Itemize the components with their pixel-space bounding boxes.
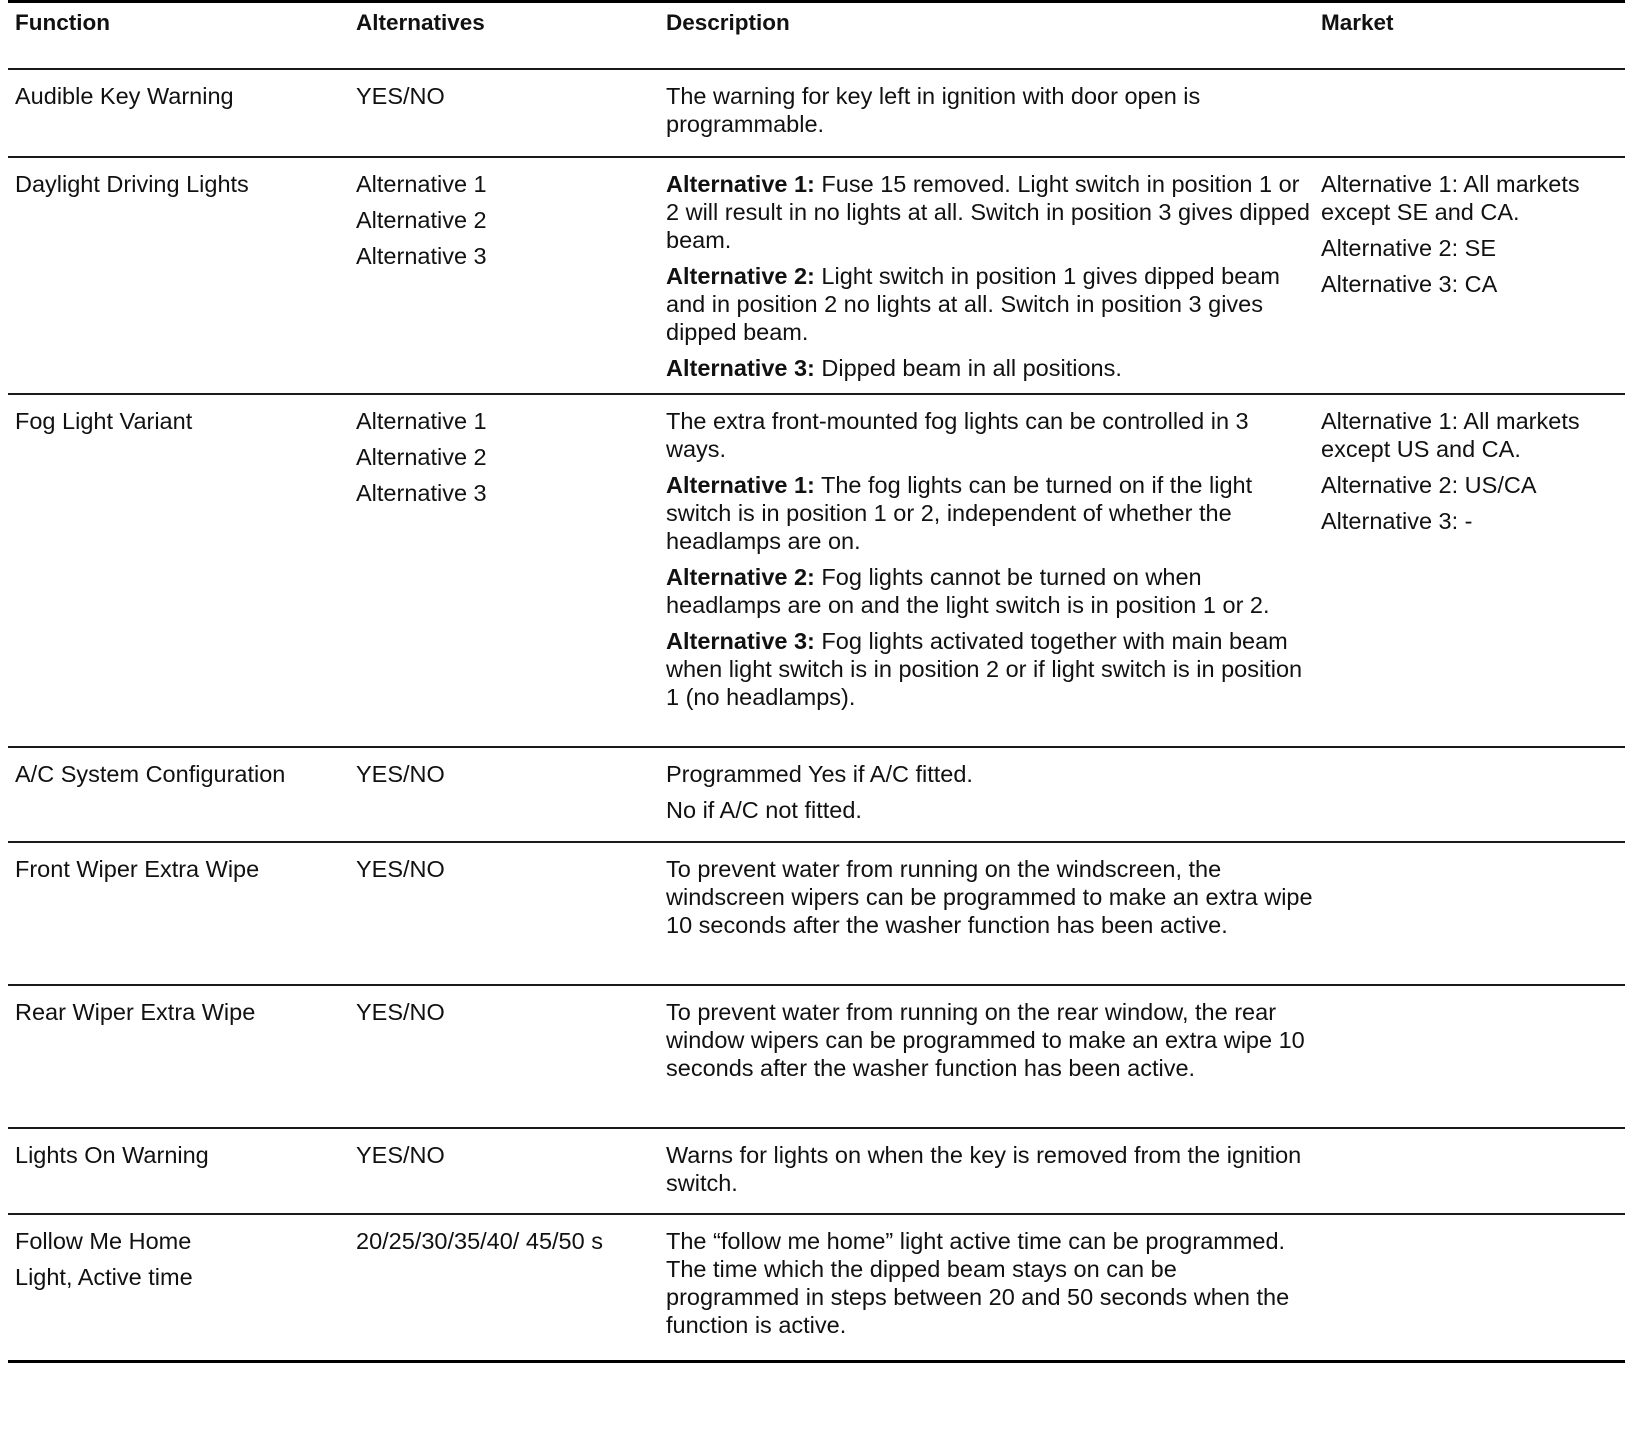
market-value: Alternative 3: CA <box>1321 271 1498 297</box>
description-paragraph <box>666 1141 1313 1197</box>
description-cell <box>666 158 1321 393</box>
market-value: Alternative 1: All markets except SE and CA. <box>1321 171 1580 225</box>
alternatives-cell <box>356 986 666 1127</box>
function-name: Lights On Warning <box>15 1142 209 1168</box>
description-paragraph <box>666 82 1313 138</box>
description-paragraph <box>666 563 1313 619</box>
description-cell <box>666 843 1321 984</box>
table-row <box>8 984 1625 1127</box>
alternatives-cell <box>356 70 666 156</box>
market-cell <box>1321 843 1625 984</box>
alternative-value: YES/NO <box>356 856 445 882</box>
alternative-value: YES/NO <box>356 761 445 787</box>
market-cell <box>1321 158 1625 393</box>
description-text: Fog lights activated together with main beam when light switch is in position 2 or if light switch is in position 1 (no headlamps). <box>666 628 1303 710</box>
market-value: Alternative 2: US/CA <box>1321 472 1537 498</box>
market-cell <box>1321 1215 1625 1360</box>
description-cell <box>666 1129 1321 1213</box>
description-cell <box>666 70 1321 156</box>
alternatives-cell <box>356 1215 666 1360</box>
function-name: A/C System Configuration <box>15 761 286 787</box>
description-cell <box>666 748 1321 841</box>
alternative-value: Alternative 3 <box>356 480 487 506</box>
header-alternatives: Alternatives <box>356 10 485 35</box>
market-value: Alternative 2: SE <box>1321 235 1497 261</box>
alternative-value: 20/25/30/35/40/ 45/50 s <box>356 1228 603 1254</box>
description-label: Alternative 1: <box>666 472 815 498</box>
function-name: Light, Active time <box>15 1264 193 1290</box>
market-cell <box>1321 1129 1625 1213</box>
market-cell <box>1321 986 1625 1127</box>
alternative-value: YES/NO <box>356 999 445 1025</box>
header-market: Market <box>1321 10 1394 35</box>
function-cell <box>8 1129 356 1213</box>
description-text: The warning for key left in ignition with door open is programmable. <box>666 83 1201 137</box>
description-text: To prevent water from running on the rear window, the rear window wipers can be programmed to make an extra wipe 10 seconds after the washer function has been active. <box>666 999 1305 1081</box>
table-row <box>8 156 1625 393</box>
description-text: The extra front-mounted fog lights can be controlled in 3 ways. <box>666 408 1249 462</box>
description-cell <box>666 1215 1321 1360</box>
description-cell <box>666 395 1321 746</box>
header-description: Description <box>666 10 790 35</box>
description-text: The fog lights can be turned on if the light switch is in position 1 or 2, independent of whether the headlamps are on. <box>666 472 1253 554</box>
description-text: Fog lights cannot be turned on when headlamps are on and the light switch is in position 1 or 2. <box>666 564 1270 618</box>
description-paragraph <box>666 471 1313 555</box>
description-label: Alternative 2: <box>666 263 815 289</box>
description-paragraph <box>666 796 1313 824</box>
market-cell <box>1321 395 1625 746</box>
alternative-value: Alternative 2 <box>356 207 487 233</box>
table-row <box>8 68 1625 156</box>
description-label: Alternative 2: <box>666 564 815 590</box>
description-paragraph <box>666 760 1313 788</box>
function-cell <box>8 843 356 984</box>
description-paragraph <box>666 855 1313 939</box>
function-name: Follow Me Home <box>15 1228 192 1254</box>
table-body <box>8 68 1625 1363</box>
alternatives-cell <box>356 395 666 746</box>
description-text: No if A/C not fitted. <box>666 797 862 823</box>
description-text: To prevent water from running on the windscreen, the windscreen wipers can be programmed to make an extra wipe 10 seconds after the washer function has been active. <box>666 856 1313 938</box>
function-table <box>8 0 1625 1363</box>
alternative-value: YES/NO <box>356 83 445 109</box>
market-value: Alternative 3: - <box>1321 508 1473 534</box>
header-function: Function <box>15 10 110 35</box>
alternative-value: Alternative 2 <box>356 444 487 470</box>
description-paragraph <box>666 998 1313 1082</box>
function-cell <box>8 1215 356 1360</box>
market-cell <box>1321 70 1625 156</box>
description-paragraph <box>666 627 1313 711</box>
description-text: Fuse 15 removed. Light switch in position 1 or 2 will result in no lights at all. Switch in position 3 gives dipped beam. <box>666 171 1310 253</box>
function-cell <box>8 748 356 841</box>
alternatives-cell <box>356 843 666 984</box>
market-value: Alternative 1: All markets except US and CA. <box>1321 408 1580 462</box>
table-row <box>8 1213 1625 1363</box>
table-header <box>8 0 1625 68</box>
alternatives-cell <box>356 158 666 393</box>
description-paragraph <box>666 1227 1313 1339</box>
alternative-value: Alternative 1 <box>356 408 487 434</box>
alternatives-cell <box>356 748 666 841</box>
function-name: Daylight Driving Lights <box>15 171 249 197</box>
description-text: Programmed Yes if A/C fitted. <box>666 761 973 787</box>
function-name: Fog Light Variant <box>15 408 193 434</box>
description-text: Dipped beam in all positions. <box>814 355 1122 381</box>
market-cell <box>1321 748 1625 841</box>
function-cell <box>8 70 356 156</box>
description-cell <box>666 986 1321 1127</box>
function-name: Front Wiper Extra Wipe <box>15 856 260 882</box>
description-paragraph <box>666 170 1313 254</box>
table-row <box>8 746 1625 841</box>
description-label: Alternative 3: <box>666 628 815 654</box>
function-cell <box>8 986 356 1127</box>
description-text: The “follow me home” light active time can be programmed. The time which the dipped beam stays on can be programmed in steps between 20 and 50 seconds when the function is active. <box>666 1228 1290 1338</box>
alternative-value: Alternative 1 <box>356 171 487 197</box>
description-paragraph <box>666 262 1313 346</box>
alternative-value: YES/NO <box>356 1142 445 1168</box>
table-row <box>8 393 1625 746</box>
function-name: Rear Wiper Extra Wipe <box>15 999 256 1025</box>
function-cell <box>8 158 356 393</box>
description-paragraph <box>666 407 1313 463</box>
function-name: Audible Key Warning <box>15 83 234 109</box>
description-text: Warns for lights on when the key is removed from the ignition switch. <box>666 1142 1302 1196</box>
table-row <box>8 1127 1625 1213</box>
function-cell <box>8 395 356 746</box>
alternatives-cell <box>356 1129 666 1213</box>
description-paragraph <box>666 354 1313 382</box>
alternative-value: Alternative 3 <box>356 243 487 269</box>
description-label: Alternative 1: <box>666 171 815 197</box>
description-label: Alternative 3: <box>666 355 815 381</box>
description-text: Light switch in position 1 gives dipped beam and in position 2 no lights at all. Switch in position 3 gives dipped beam. <box>666 263 1280 345</box>
table-row <box>8 841 1625 984</box>
